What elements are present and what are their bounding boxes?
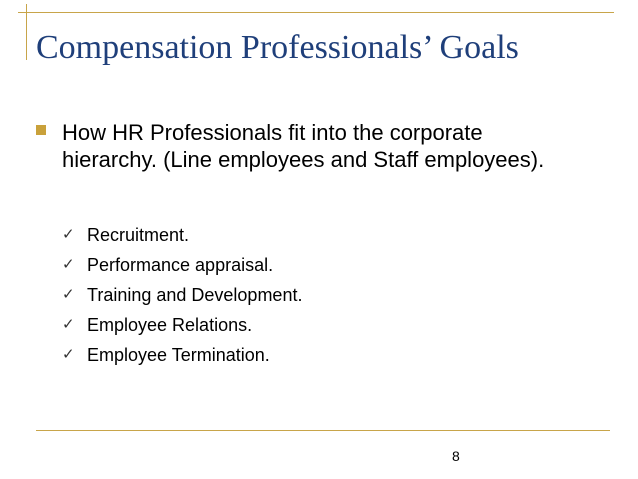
bottom-rule — [36, 430, 610, 431]
sub-bullet-list — [60, 224, 560, 374]
square-bullet-icon — [36, 125, 46, 135]
top-rule — [18, 12, 614, 13]
checkmark-icon: ✓ — [62, 285, 75, 303]
list-item — [60, 224, 560, 254]
list-item-label: Recruitment. — [87, 225, 190, 245]
main-bullet-text: How HR Professionals fit into the corporate hierarchy. (Line employees and Staff employees). — [62, 120, 545, 172]
checkmark-icon: ✓ — [62, 255, 75, 273]
list-item-label: Employee Relations. — [87, 315, 253, 335]
list-item — [60, 254, 560, 284]
page-number: 8 — [452, 448, 460, 464]
list-item-label: Employee Termination. — [87, 345, 270, 365]
checkmark-icon: ✓ — [62, 225, 75, 243]
list-item — [60, 314, 560, 344]
list-item-label: Performance appraisal. — [87, 255, 274, 275]
checkmark-icon: ✓ — [62, 345, 75, 363]
list-item-label: Training and Development. — [87, 285, 303, 305]
list-item — [60, 344, 560, 374]
list-item — [60, 284, 560, 314]
checkmark-icon: ✓ — [62, 315, 75, 333]
left-rule — [26, 4, 27, 60]
slide-title: Compensation Professionals’ Goals — [36, 29, 519, 66]
